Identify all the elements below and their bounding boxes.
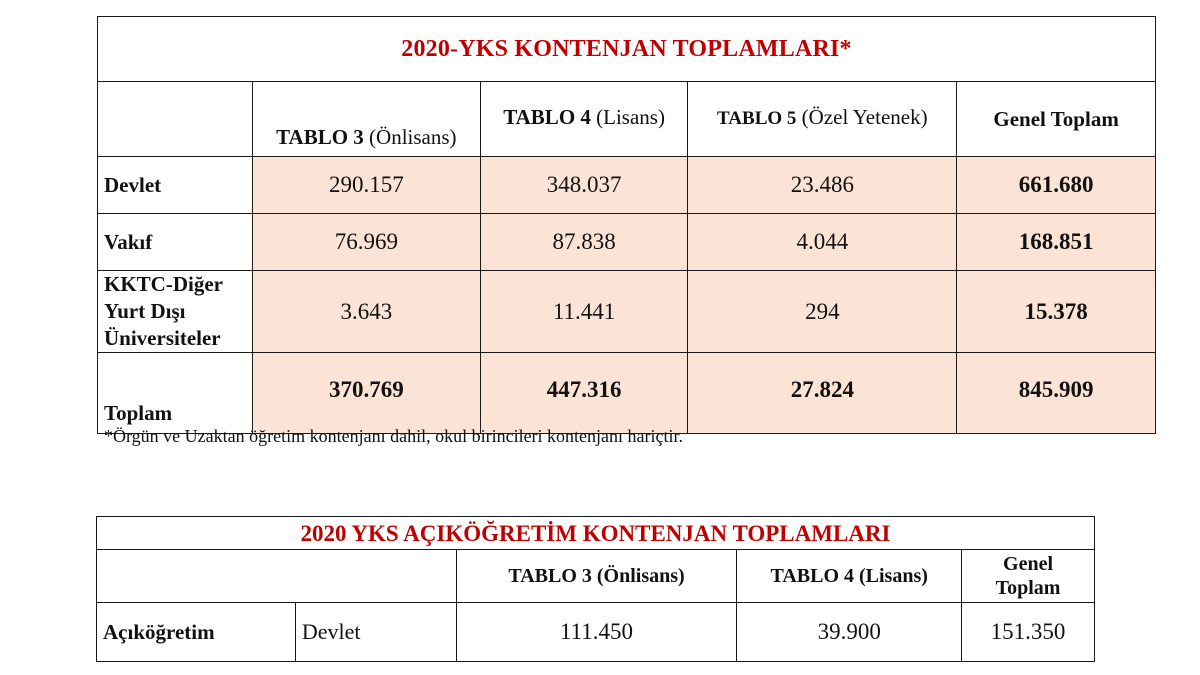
table-row-total	[98, 353, 1156, 434]
cell-tablo4: 447.316	[480, 353, 688, 434]
header-genel-toplam: Genel Toplam	[957, 82, 1156, 157]
row-label-line: Yurt Dışı	[104, 299, 186, 323]
row-label: Açıköğretim	[97, 603, 296, 662]
cell-tablo3: 370.769	[252, 353, 480, 434]
header-line: Toplam	[995, 577, 1061, 599]
cell-tablo5: 4.044	[688, 214, 957, 271]
cell-tablo4: 348.037	[480, 157, 688, 214]
table2-header-row	[97, 550, 1095, 603]
header-empty-cell	[98, 82, 253, 157]
cell-tablo5: 23.486	[688, 157, 957, 214]
cell-tablo4: 39.900	[737, 603, 962, 662]
yks-quota-table	[97, 16, 1156, 434]
table-row	[98, 271, 1156, 353]
row-label	[98, 271, 253, 353]
header-tablo4: TABLO 4 (Lisans)	[480, 82, 688, 157]
header-tablo4: TABLO 4 (Lisans)	[737, 550, 962, 603]
row-label: Vakıf	[98, 214, 253, 271]
header-genel-toplam	[962, 550, 1095, 603]
table-row	[98, 214, 1156, 271]
cell-tablo3: 3.643	[252, 271, 480, 353]
cell-tablo4: 87.838	[480, 214, 688, 271]
cell-total: 661.680	[957, 157, 1156, 214]
row-type: Devlet	[295, 603, 456, 662]
table-row	[98, 157, 1156, 214]
cell-tablo4: 11.441	[480, 271, 688, 353]
table1-footnote: *Örgün ve Uzaktan öğretim kontenjanı dahil, okul birincileri kontenjanı hariçtir.	[104, 426, 684, 446]
table2-title: 2020 YKS AÇIKÖĞRETİM KONTENJAN TOPLAMLARI	[97, 517, 1095, 550]
cell-tablo5: 27.824	[688, 353, 957, 434]
header-tablo3: TABLO 3 (Önlisans)	[456, 550, 737, 603]
row-label: Devlet	[98, 157, 253, 214]
table-row	[97, 603, 1095, 662]
row-label: Toplam	[98, 353, 253, 434]
header-empty-cell	[97, 550, 457, 603]
table1-header-row	[98, 82, 1156, 157]
cell-total: 15.378	[957, 271, 1156, 353]
header-line: Genel	[1003, 553, 1054, 575]
cell-total: 151.350	[962, 603, 1095, 662]
cell-total: 168.851	[957, 214, 1156, 271]
cell-total: 845.909	[957, 353, 1156, 434]
cell-tablo3: 111.450	[456, 603, 737, 662]
row-label-line: Üniversiteler	[104, 326, 221, 350]
acikogretim-quota-table	[96, 516, 1095, 662]
cell-tablo3: 76.969	[252, 214, 480, 271]
cell-tablo5: 294	[688, 271, 957, 353]
row-label-line: KKTC-Diğer	[104, 272, 223, 296]
table1-title: 2020-YKS KONTENJAN TOPLAMLARI*	[98, 17, 1156, 82]
header-tablo5: TABLO 5 (Özel Yetenek)	[688, 82, 957, 157]
header-tablo3: TABLO 3 (Önlisans)	[252, 82, 480, 157]
cell-tablo3: 290.157	[252, 157, 480, 214]
